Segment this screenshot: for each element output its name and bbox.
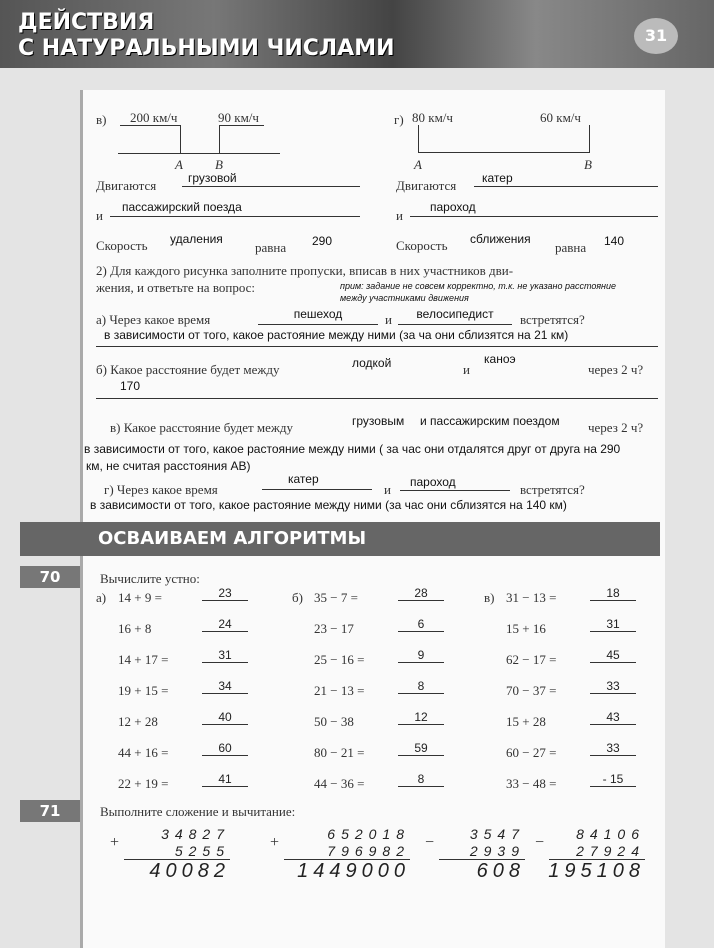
answer-field[interactable]: 28 [398,586,444,601]
note: прим: задание не совсем корректно, т.к. не указано расстояние [340,281,616,291]
field-and-g[interactable]: пароход [410,200,658,217]
text: и [96,208,103,223]
answer-b[interactable]: 170 [120,379,141,393]
text: Скорость [396,238,448,253]
field-a-p1[interactable]: пешеход [258,307,378,325]
result-field[interactable]: 608 [476,860,525,882]
expression: 50 − 38 [314,714,354,729]
expression: 14 + 17 = [118,652,169,667]
bottom-number: 27924 [549,843,645,860]
answer-line [96,398,658,399]
answer-field[interactable]: 9 [398,648,444,663]
field-speed-value-g[interactable]: 140 [604,234,625,248]
field-b-p1[interactable]: лодкой [352,356,392,370]
answer-field[interactable]: 43 [590,710,636,725]
expression: 16 + 8 [118,621,152,636]
text: встретятся? [520,482,585,497]
note: между участниками движения [340,293,469,303]
answer-field[interactable]: 8 [398,772,444,787]
expression: 21 − 13 = [314,683,365,698]
operator-sign: − [425,834,435,851]
field-v-p1[interactable]: грузовым [352,414,405,428]
expression: 44 − 36 = [314,776,365,791]
expression: 31 − 13 = [506,590,557,605]
exercise-number: 71 [20,800,80,822]
expression: 19 + 15 = [118,683,169,698]
answer-field[interactable]: 33 [590,679,636,694]
answer-field[interactable]: 8 [398,679,444,694]
text: равна [555,240,587,255]
expression: 33 − 48 = [506,776,557,791]
arrow-left-icon [120,125,180,126]
answer-g[interactable]: в зависимости от того, какое растояние между ними (за час они сблизятся на 140 км) [90,498,567,512]
expression: 23 − 17 [314,621,354,636]
expression: 15 + 28 [506,714,546,729]
road-line [118,153,280,154]
speed-right: 90 км/ч [218,110,259,125]
text: в) Какое расстояние будет между [110,420,294,435]
speed-left: 200 км/ч [130,110,178,125]
chapter-title-line2: С НАТУРАЛЬНЫМИ ЧИСЛАМИ [18,36,395,61]
field-a-p2[interactable]: велосипедист [398,307,512,325]
expression: 70 − 37 = [506,683,557,698]
answer-a[interactable]: в зависимости от того, какое растояние между ними (за ча они сблизятся на 21 км) [104,328,569,342]
exercise-title: Вычислите устно: [100,571,200,586]
point-a: A [175,157,183,172]
text: и [463,362,470,377]
text: г) Через какое время [104,482,218,497]
point-a: A [414,157,422,172]
road-line [418,125,590,153]
answer-v[interactable]: км, не считая расстояния АВ) [86,459,251,473]
label: в) [96,112,107,127]
answer-field[interactable]: 12 [398,710,444,725]
column-label: а) [96,590,107,605]
text: Двигаются [396,178,457,193]
answer-field[interactable]: 31 [590,617,636,632]
expression: 44 + 16 = [118,745,169,760]
expression: 22 + 19 = [118,776,169,791]
top-number: 3547 [469,826,525,842]
answer-field[interactable]: 45 [590,648,636,663]
result-field[interactable]: 40082 [149,860,230,882]
top-number: 84106 [576,826,645,842]
marker-b [219,125,220,153]
answer-field[interactable]: 23 [202,586,248,601]
bottom-number: 5255 [124,843,230,860]
text: равна [255,240,287,255]
expression: 25 − 16 = [314,652,365,667]
answer-field[interactable]: 6 [398,617,444,632]
expression: 35 − 7 = [314,590,358,605]
field-move-v[interactable]: грузовой [182,171,360,187]
page-number: 31 [634,18,678,54]
text: б) Какое расстояние будет между [96,362,280,377]
answer-v[interactable]: в зависимости от того, какое растояние между ними ( за час они отдалятся друг от друга на 290 [84,442,621,456]
answer-field[interactable]: 34 [202,679,248,694]
operator-sign: + [270,834,280,851]
result-field[interactable]: 195108 [548,860,645,882]
chapter-title-line1: ДЕЙСТВИЯ [18,10,155,35]
bottom-number: 2939 [439,843,525,860]
field-speed-type-g[interactable]: сближения [470,232,531,246]
field-speed-value-v[interactable]: 290 [312,234,333,248]
speed-right: 60 км/ч [540,110,581,125]
expression: 14 + 9 = [118,590,162,605]
top-number: 34827 [161,826,230,842]
answer-field[interactable]: 60 [202,741,248,756]
field-and-v[interactable]: пассажирский поезда [110,200,360,217]
bottom-number: 796982 [284,843,410,860]
exercise-number: 70 [20,566,80,588]
answer-field[interactable]: 18 [590,586,636,601]
chapter-banner [0,0,714,68]
expression: 62 − 17 = [506,652,557,667]
text: через 2 ч? [588,420,644,435]
exercise-title: Выполните сложение и вычитание: [100,804,296,819]
text: и [385,312,392,327]
operator-sign: − [535,834,545,851]
column-label: б) [292,590,303,605]
arrow-right-icon [219,125,264,126]
expression: 12 + 28 [118,714,158,729]
label: г) [394,112,404,127]
text: а) Через какое время [96,312,211,327]
answer-field[interactable]: 33 [590,741,636,756]
text: и [384,482,391,497]
marker-a [180,125,181,153]
task2-intro: 2) Для каждого рисунка заполните пропуски, вписав в них участников дви- [96,263,514,278]
answer-field[interactable]: 24 [202,617,248,632]
field-b-p2[interactable]: каноэ [484,352,516,366]
field-speed-type-v[interactable]: удаления [170,232,223,246]
answer-line [96,346,658,347]
field-move-g[interactable]: катер [474,171,658,187]
field-v-p2[interactable]: и пассажирским поездом [420,414,560,428]
task2-intro: жения, и ответьте на вопрос: [96,280,256,295]
answer-field[interactable]: 41 [202,772,248,787]
expression: 80 − 21 = [314,745,365,760]
expression: 15 + 16 [506,621,546,636]
section-header: ОСВАИВАЕМ АЛГОРИТМЫ [20,522,660,556]
top-number: 652018 [327,826,410,842]
text: встретятся? [520,312,585,327]
answer-field[interactable]: 59 [398,741,444,756]
point-b: B [215,157,223,172]
column-label: в) [484,590,495,605]
text: и [396,208,403,223]
field-g-p1[interactable]: катер [262,472,372,490]
answer-field[interactable]: 40 [202,710,248,725]
result-field[interactable]: 1449000 [297,860,410,882]
text: Двигаются [96,178,157,193]
speed-left: 80 км/ч [412,110,453,125]
answer-field[interactable]: 31 [202,648,248,663]
point-b: B [584,157,592,172]
text: Скорость [96,238,148,253]
text: через 2 ч? [588,362,644,377]
operator-sign: + [110,834,120,851]
field-g-p2[interactable]: пароход [400,475,510,491]
expression: 60 − 27 = [506,745,557,760]
answer-field[interactable]: - 15 [590,772,636,787]
